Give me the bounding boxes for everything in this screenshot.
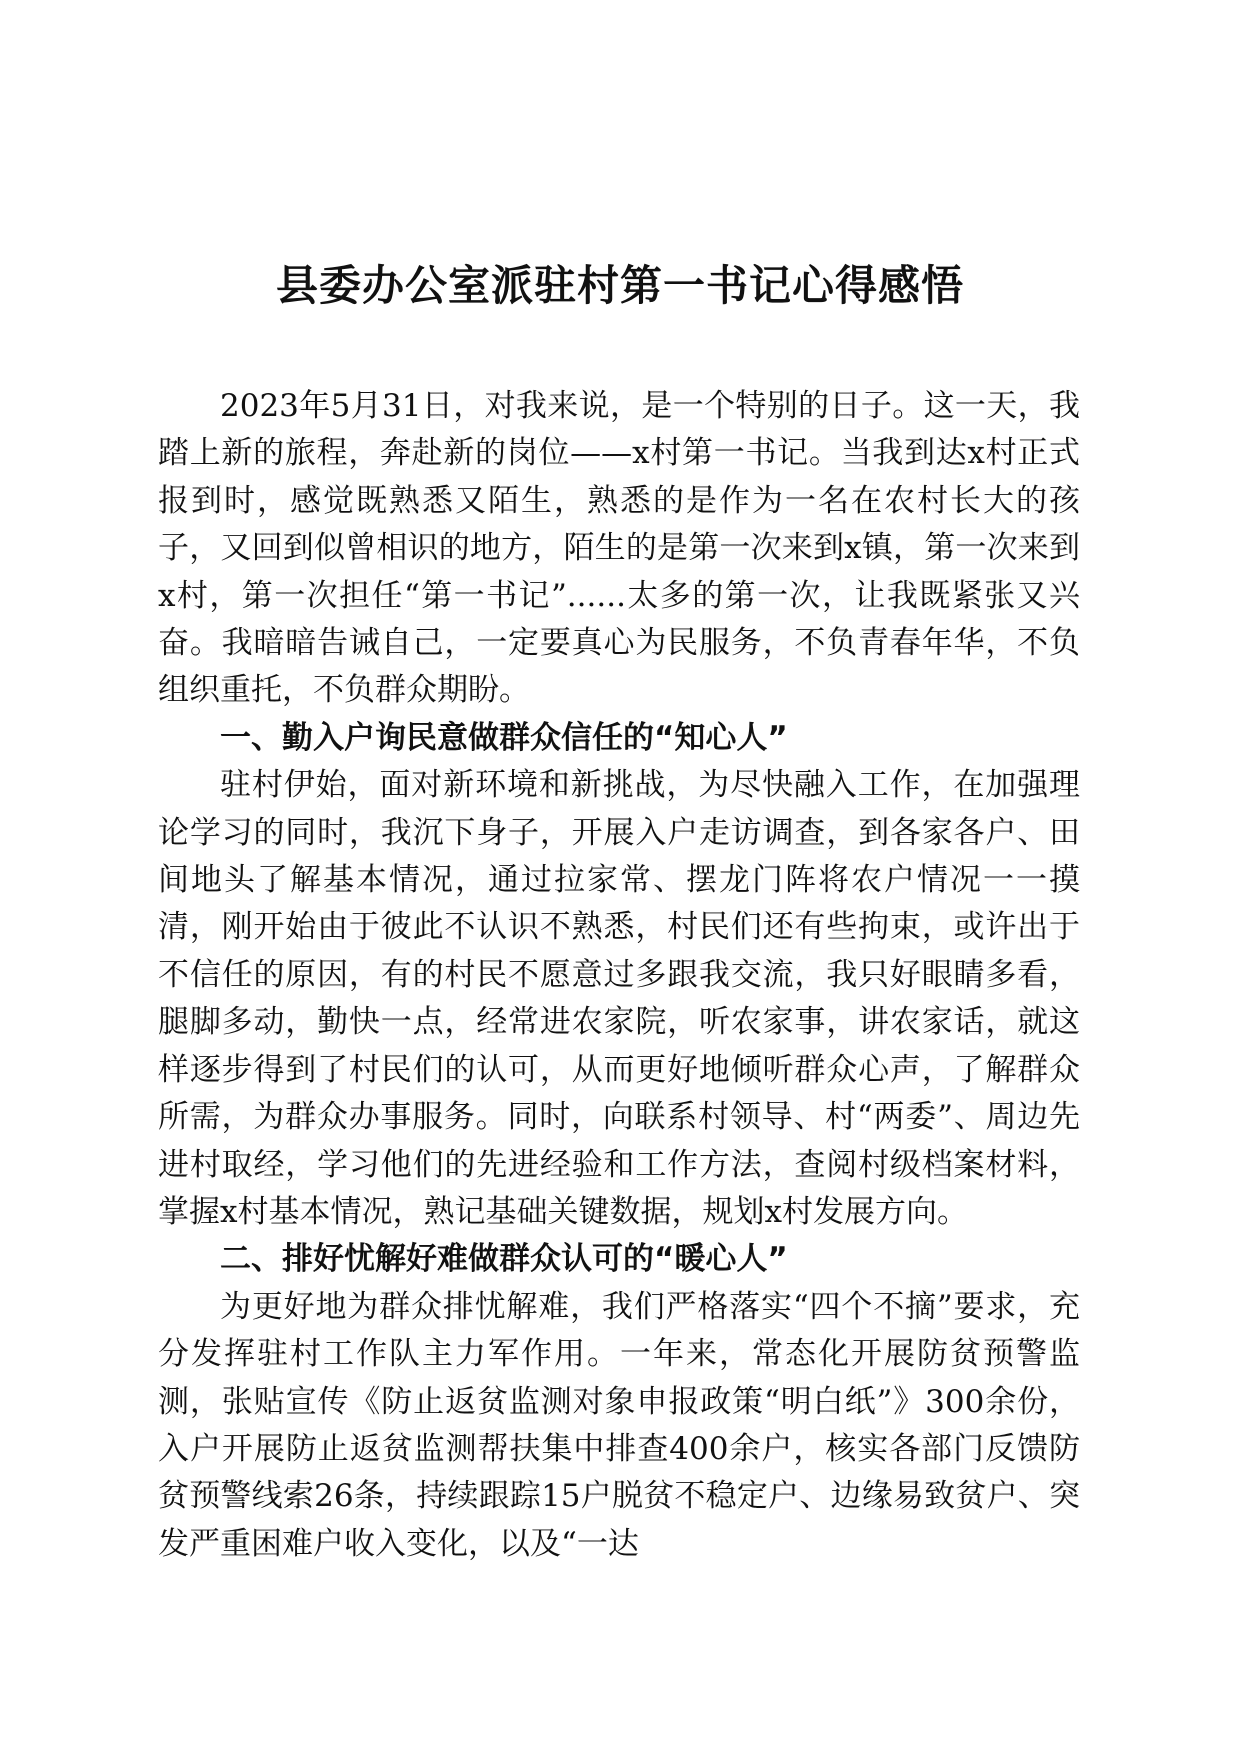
section-heading-1: 一、勤入户询民意做群众信任的“知心人”	[220, 719, 788, 756]
paragraph-intro: 2023年5月31日，对我来说，是一个特别的日子。这一天，我踏上新的旅程，奔赴新的岗位——x村第一书记。当我到达x村正式报到时，感觉既熟悉又陌生，熟悉的是作为一名在农村长大的孩子，又回到似曾相识的地方，陌生的是第一次来到x镇，第一次来到x村，第一次担任“第一书记”......太多的第一次，让我既紧张又兴奋。我暗暗告诫自己，一定要真心为民服务，不负青春年华，不负组织重托，不负群众期盼。	[158, 388, 1080, 709]
paragraph-section-1: 驻村伊始，面对新环境和新挑战，为尽快融入工作，在加强理论学习的同时，我沉下身子，开展入户走访调查，到各家各户、田间地头了解基本情况，通过拉家常、摆龙门阵将农户情况一一摸清，刚开始由于彼此不认识不熟悉，村民们还有些拘束，或许出于不信任的原因，有的村民不愿意过多跟我交流，我只好眼睛多看，腿脚多动，勤快一点，经常进农家院，听农家事，讲农家话，就这样逐步得到了村民们的认可，从而更好地倾听群众心声，了解群众所需，为群众办事服务。同时，向联系村领导、村“两委”、周边先进村取经，学习他们的先进经验和工作方法，查阅村级档案材料，掌握x村基本情况，熟记基础关键数据，规划x村发展方向。	[158, 767, 1080, 1230]
document-body	[158, 383, 1080, 1568]
paragraph-section-2: 为更好地为群众排忧解难，我们严格落实“四个不摘”要求，充分发挥驻村工作队主力军作用。一年来，常态化开展防贫预警监测，张贴宣传《防止返贫监测对象申报政策“明白纸”》300余份，入户开展防止返贫监测帮扶集中排查400余户，核实各部门反馈防贫预警线索26条，持续跟踪15户脱贫不稳定户、边缘易致贫户、突发严重困难户收入变化，以及“一达	[158, 1288, 1080, 1562]
section-heading-2: 二、排好忧解好难做群众认可的“暖心人”	[220, 1241, 788, 1278]
document-title: 县委办公室派驻村第一书记心得感悟	[275, 261, 964, 310]
